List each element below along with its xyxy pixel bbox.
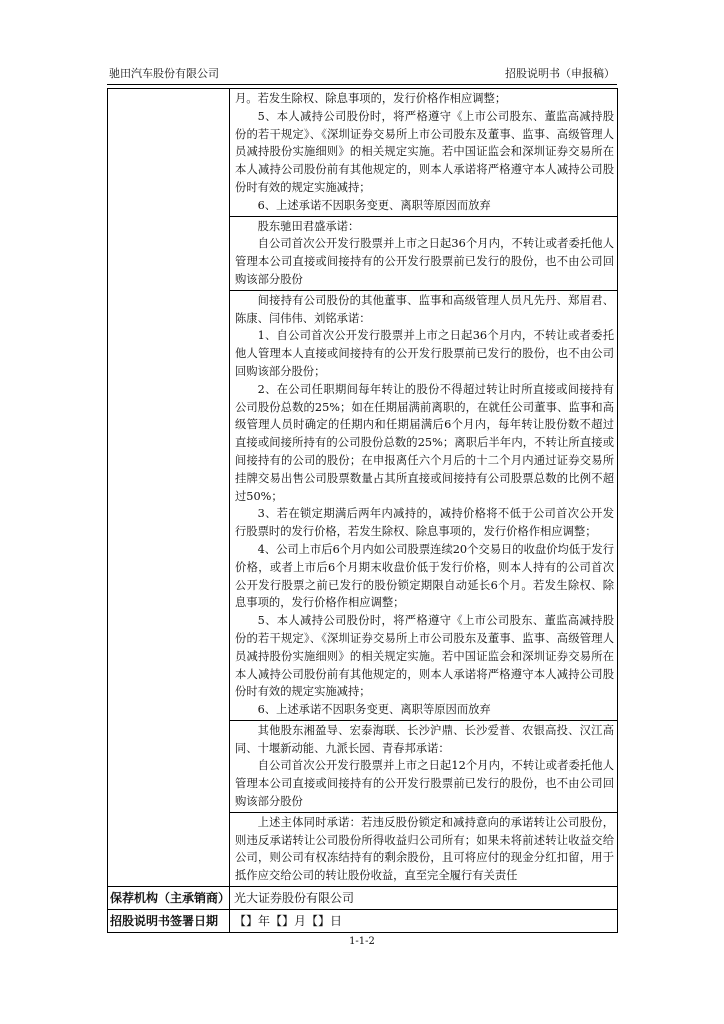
commitment-content-cell: [230, 89, 618, 887]
sign-date-value: 【】年【】月【】日: [230, 910, 618, 933]
document-title: 招股说明书（申报稿）: [505, 67, 615, 80]
page-number: 1-1-2: [349, 936, 375, 947]
commitment-paragraph: 股东驰田君盛承诺：: [257, 219, 360, 233]
page-header: [107, 66, 617, 85]
company-name: 驰田汽车股份有限公司: [109, 67, 219, 80]
commitment-paragraph: 4、公司上市后6个月内如公司股票连续20个交易日的收盘价均低于发行价格，或者上市后6个月期末收盘价低于发行价格，则本人持有的公司首次公开发行股票之前已发行的股份锁定期限自动延长6个月。若发生除权、除息事项的，发行价格作相应调整；: [235, 542, 614, 610]
commitment-paragraph: 6、上述承诺不因职务变更、离职等原因而放弃: [257, 198, 491, 212]
commitment-paragraph: 其他股东湘盈导、宏泰海联、长沙沪鼎、长沙爱普、农银高投、汉江高同、十堰新动能、九派长园、青春邦承诺：: [235, 723, 614, 755]
prospectus-table: [107, 88, 618, 933]
sponsor-value: 光大证券股份有限公司: [230, 887, 618, 910]
commitment-paragraph: 1、自公司首次公开发行股票并上市之日起36个月内，不转让或者委托他人管理本人直接或间接持有的公开发行股票前已发行的股份，也不由公司回购该部分股份；: [235, 329, 614, 378]
commitment-segment: [230, 812, 617, 886]
commitment-paragraph: 5、本人减持公司股份时，将严格遵守《上市公司股东、董监高减持股份的若干规定》、《深圳证券交易所上市公司股东及董事、监事、高级管理人员减持股份实施细则》的相关规定实施。若中国证监会和深圳证券交易所在本人减持公司股份前有其他规定的，则本人承诺将严格遵守本人减持公司股份时有效的规定实施减持；: [235, 109, 614, 194]
commitment-paragraph: 上述主体同时承诺：若违反股份锁定和减持意向的承诺转让公司股份，则违反承诺转让公司股份所得收益归公司所有；如果未将前述转让收益交给公司，则公司有权冻结持有的剩余股份，且可将应付的现金分红扣留，用于抵作应交给公司的转让股份收益，直至完全履行有关责任: [235, 815, 614, 883]
commitment-segment: [230, 720, 617, 812]
sign-date-label: 招股说明书签署日期: [108, 910, 230, 933]
commitment-segment: [230, 216, 617, 290]
commitment-paragraph: 自公司首次公开发行股票并上市之日起12个月内，不转让或者委托他人管理本公司直接或间接持有的公开发行股票前已发行的股份，也不由公司回购该部分股份: [235, 759, 614, 809]
commitment-paragraph: 2、在公司任职期间每年转让的股份不得超过转让时所直接或间接持有公司股份总数的25%；如在任期届满前离职的，在就任公司董事、监事和高级管理人员时确定的任期内和任期届满后6个月内，每年转让股份数不超过直接或间接所持有的公司股份总数的25%；离职后半年内，不转让所直接或间接持有的公司的股份；在申报离任六个月后的十二个月内通过证券交易所挂牌交易出售公司股票数量占其所直接或间接持有公司股票总数的比例不超过50%；: [235, 382, 614, 503]
commitment-paragraph: 5、本人减持公司股份时，将严格遵守《上市公司股东、董监高减持股份的若干规定》、《深圳证券交易所上市公司股东及董事、监事、高级管理人员减持股份实施细则》的相关规定实施。若中国证监会和深圳证券交易所在本人减持公司股份前有其他规定的，则本人承诺将严格遵守本人减持公司股份时有效的规定实施减持；: [235, 614, 614, 699]
sponsor-label: 保荐机构（主承销商）: [108, 887, 230, 910]
commitment-row: [108, 89, 618, 887]
commitment-paragraph: 3、若在锁定期满后两年内减持的，减持价格将不低于公司首次公开发行股票时的发行价格，若发生除权、除息事项的，发行价格作相应调整；: [235, 507, 614, 539]
commitment-paragraph: 6、上述承诺不因职务变更、离职等原因而放弃: [257, 703, 491, 717]
commitment-paragraph: 间接持有公司股份的其他董事、监事和高级管理人员凡先丹、郑眉君、陈康、闫伟伟、刘铭承诺：: [235, 293, 614, 325]
commitment-paragraph: 自公司首次公开发行股票并上市之日起36个月内，不转让或者委托他人管理本公司直接或间接持有的公开发行股票前已发行的股份，也不由公司回购该部分股份: [235, 237, 614, 286]
commitment-segment: [230, 290, 617, 720]
sign-date-row: [108, 910, 618, 933]
sponsor-row: [108, 887, 618, 910]
commitment-segment: [230, 89, 617, 216]
commitment-paragraph: 月。若发生除权、除息事项的，发行价格作相应调整；: [235, 92, 507, 105]
commitment-label-cell: [108, 89, 230, 887]
